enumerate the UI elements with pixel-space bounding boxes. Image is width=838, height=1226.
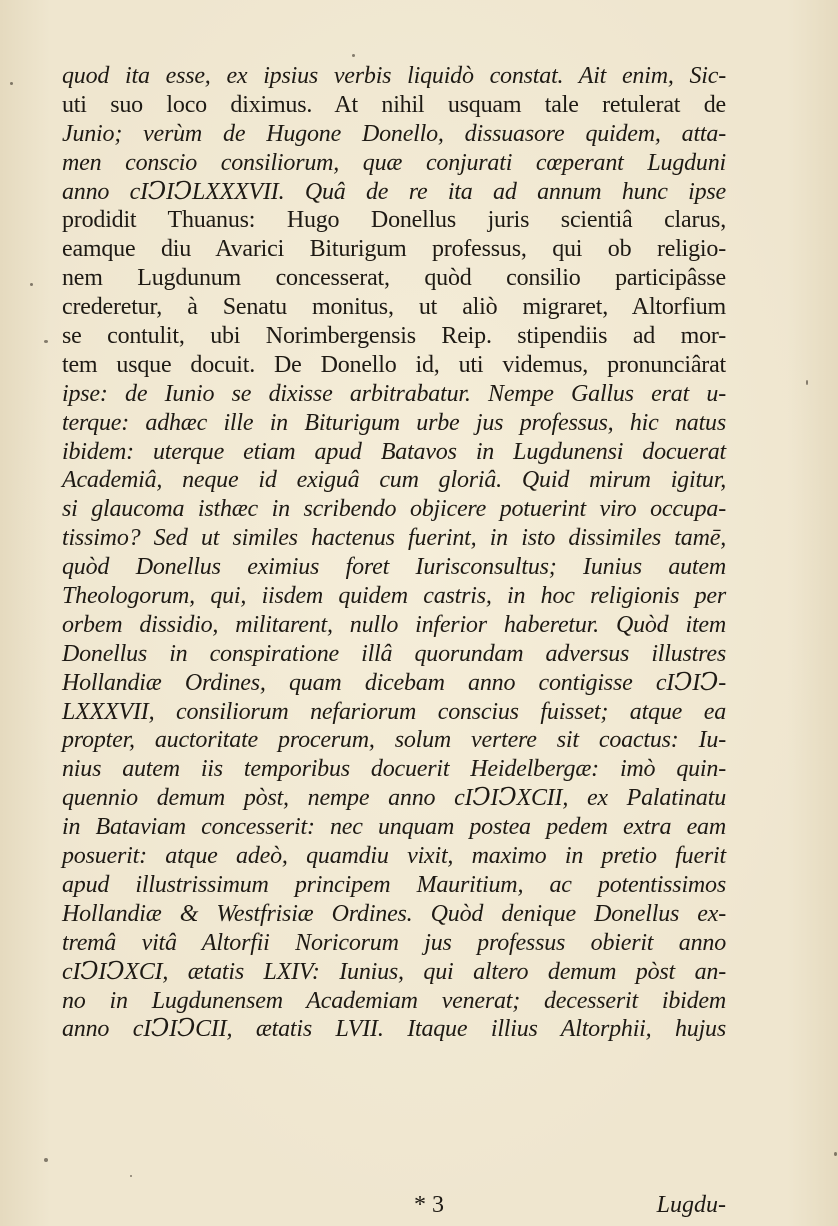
text-line: prodidit Thuanus: Hugo Donellus juris scientiâ clarus, [62,207,726,234]
text-line: LXXXVII, consiliorum nefariorum conscius fuisset; atque ea [62,698,726,725]
text-line: Hollandiæ & Westfrisiæ Ordines. Quòd denique Donellus ex- [62,900,726,927]
page-text [62,62,726,1044]
text-line: si glaucoma isthæc in scribendo objicere potuerint viro occupa- [62,496,726,523]
text-line: cIↃIↃXCI, ætatis LXIV: Iunius, qui altero demum pòst an- [62,958,726,985]
text-line: anno cIↃIↃLXXXVII. Quâ de re ita ad annum hunc ipse [62,178,726,205]
text-line: Hollandiæ Ordines, quam dicebam anno contigisse cIↃIↃ- [62,669,726,696]
paper-speck [130,1175,132,1177]
text-line: men conscio consiliorum, quæ conjurati cœperant Lugduni [62,149,726,176]
text-line: uti suo loco diximus. At nihil usquam tale retulerat de [62,91,726,118]
paper-speck [10,82,13,85]
text-line: no in Lugdunensem Academiam venerat; decesserit ibidem [62,987,726,1014]
text-line: nius autem iis temporibus docuerit Heidelbergæ: imò quin- [62,756,726,783]
text-line: nem Lugdunum concesserat, quòd consilio participâsse [62,265,726,292]
text-line: in Bataviam concesserit: nec unquam postea pedem extra eam [62,814,726,841]
catchword: Lugdu- [656,1192,726,1218]
text-line: quennio demum pòst, nempe anno cIↃIↃXCII, ex Palatinatu [62,785,726,812]
text-line: ipse: de Iunio se dixisse arbitrabatur. Nempe Gallus erat u- [62,380,726,407]
text-line: orbem dissidio, militarent, nullo inferior haberetur. Quòd item [62,611,726,638]
text-line: terque: adhæc ille in Biturigum urbe jus professus, hic natus [62,409,726,436]
text-line: eamque diu Avarici Biturigum professus, qui ob religio- [62,236,726,263]
text-line: tissimo? Sed ut similes hactenus fuerint, in isto dissimiles tamē, [62,525,726,552]
text-line: Theologorum, qui, iisdem quidem castris, in hoc religionis per [62,583,726,610]
page-footer [62,1190,726,1220]
paper-speck [806,380,808,385]
text-line: Academiâ, neque id exiguâ cum gloriâ. Quid mirum igitur, [62,467,726,494]
text-line: quod ita esse, ex ipsius verbis liquidò constat. Ait enim, Sic- [62,63,726,89]
text-line: tem usque docuit. De Donello id, uti videmus, pronunciârat [62,351,726,378]
text-line: se contulit, ubi Norimbergensis Reip. stipendiis ad mor- [62,323,726,350]
paper-speck [30,283,33,286]
text-line: posuerit: atque adeò, quamdiu vixit, maximo in pretio fuerit [62,843,726,870]
text-line: Donellus in conspiratione illâ quorundam adversus illustres [62,640,726,667]
paper-speck [44,340,48,343]
text-line: apud illustrissimum principem Mauritium, ac potentissimos [62,871,726,898]
paper-speck [834,1152,837,1156]
text-line: propter, auctoritate procerum, solum vertere sit coactus: Iu- [62,727,726,754]
text-line: crederetur, à Senatu monitus, ut aliò migraret, Altorfium [62,294,726,321]
signature-mark: * 3 [414,1192,444,1218]
text-line: quòd Donellus eximius foret Iurisconsultus; Iunius autem [62,554,726,581]
text-line: Junio; verùm de Hugone Donello, dissuasore quidem, atta- [62,120,726,147]
paper-speck [44,1158,48,1162]
text-line: anno cIↃIↃCII, ætatis LVII. Itaque illius Altorphii, hujus [62,1016,726,1043]
text-line: tremâ vitâ Altorfii Noricorum jus professus obierit anno [62,929,726,956]
paper-speck [352,54,355,57]
text-line: ibidem: uterque etiam apud Batavos in Lugdunensi docuerat [62,438,726,465]
